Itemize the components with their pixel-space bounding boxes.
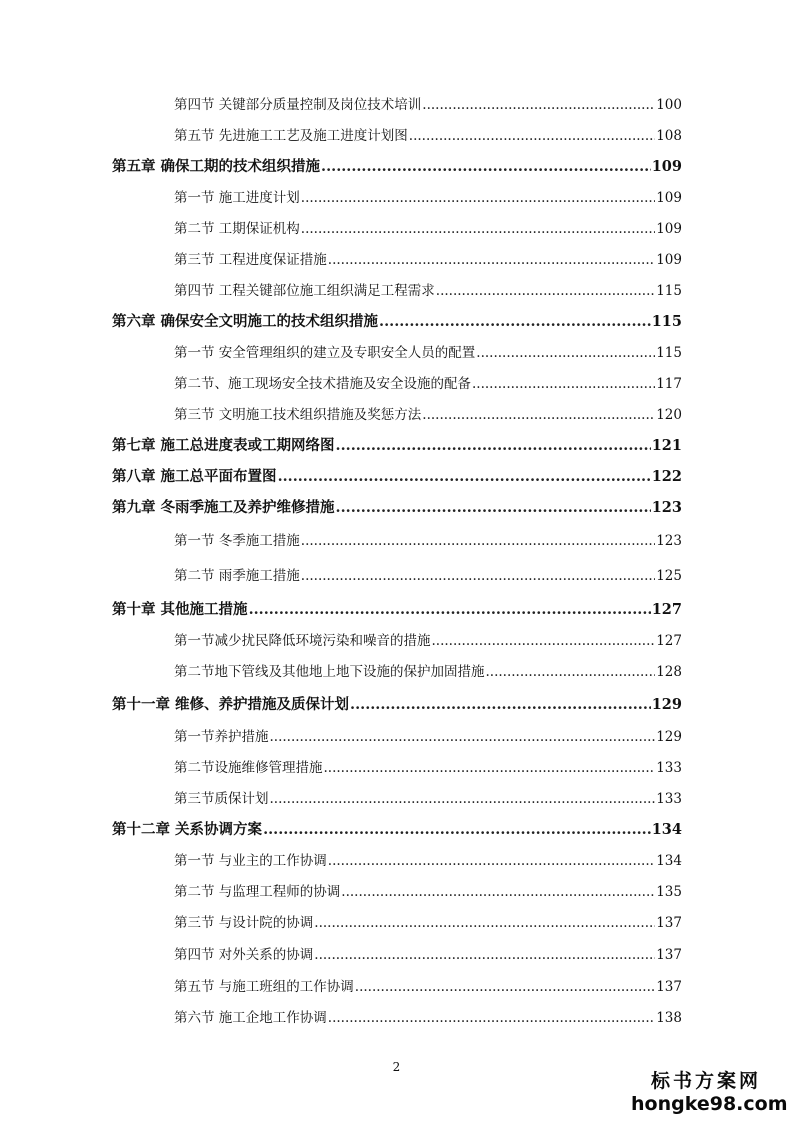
- toc-chapter-title: 第十一章 维修、养护措施及质保计划: [112, 696, 350, 713]
- toc-chapter: [112, 695, 682, 715]
- dot-leader: [476, 343, 655, 363]
- dot-leader: [278, 467, 651, 487]
- toc-entry-page: 134: [656, 853, 682, 869]
- toc-chapter-page: 123: [651, 499, 682, 516]
- toc-entry-page: 133: [656, 791, 682, 807]
- dot-leader: [249, 600, 651, 620]
- toc-entry-title: 第三节质保计划: [174, 791, 269, 807]
- toc-chapter-page: 134: [651, 821, 682, 838]
- toc-entry-title: 第一节 冬季施工措施: [174, 533, 300, 549]
- toc-chapter: [112, 498, 682, 518]
- toc-entry: [174, 374, 682, 394]
- toc-entry-title: 第四节 对外关系的协调: [174, 947, 314, 963]
- toc-entry: [174, 1008, 682, 1028]
- dot-leader: [436, 281, 655, 301]
- toc-entry: [174, 789, 682, 809]
- dot-leader: [355, 977, 655, 997]
- toc-entry-page: 137: [656, 947, 682, 963]
- dot-leader: [328, 250, 655, 270]
- toc-entry-page: 127: [656, 633, 682, 649]
- toc-entry-title: 第三节 与设计院的协调: [174, 915, 314, 931]
- dot-leader: [301, 566, 655, 586]
- watermark-logo: [631, 1066, 788, 1115]
- toc-entry-page: 133: [656, 760, 682, 776]
- dot-leader: [321, 157, 651, 177]
- toc-chapter: [112, 467, 682, 487]
- toc-entry-title: 第二节 雨季施工措施: [174, 568, 300, 584]
- toc-entry-page: 129: [656, 729, 682, 745]
- toc-entry-title: 第五节 先进施工工艺及施工进度计划图: [174, 128, 408, 144]
- toc-chapter-page: 122: [651, 468, 682, 485]
- toc-chapter: [112, 312, 682, 332]
- toc-entry-title: 第一节减少扰民降低环境污染和噪音的措施: [174, 633, 431, 649]
- toc-entry-title: 第二节、施工现场安全技术措施及安全设施的配备: [174, 376, 471, 392]
- toc-entry: [174, 250, 682, 270]
- toc-chapter-page: 129: [651, 696, 682, 713]
- toc-chapter: [112, 600, 682, 620]
- toc-entry-page: 138: [656, 1010, 682, 1026]
- toc-entry-title: 第一节 与业主的工作协调: [174, 853, 327, 869]
- toc-entry-page: 125: [656, 568, 682, 584]
- toc-entry: [174, 566, 682, 586]
- toc-entry-page: 115: [656, 345, 682, 361]
- toc-chapter: [112, 157, 682, 177]
- dot-leader: [270, 789, 656, 809]
- toc-entry-title: 第四节 关键部分质量控制及岗位技术培训: [174, 97, 422, 113]
- toc-entry-page: 109: [656, 190, 682, 206]
- toc-entry-title: 第二节设施维修管理措施: [174, 760, 323, 776]
- toc-entry-title: 第一节 安全管理组织的建立及专职安全人员的配置: [174, 345, 476, 361]
- toc-chapter-title: 第九章 冬雨季施工及养护维修措施: [112, 499, 335, 516]
- watermark-title: 标书方案网: [650, 1070, 761, 1092]
- toc-entry-title: 第一节 施工进度计划: [174, 190, 300, 206]
- dot-leader: [336, 436, 651, 456]
- toc-entry-page: 123: [656, 533, 682, 549]
- toc-chapter-page: 127: [651, 601, 682, 618]
- toc-chapter-title: 第七章 施工总进度表或工期网络图: [112, 437, 335, 454]
- dot-leader: [301, 219, 655, 239]
- watermark-url: hongke98.com: [631, 1093, 788, 1115]
- dot-leader: [422, 95, 655, 115]
- toc-entry-title: 第六节 施工企地工作协调: [174, 1010, 327, 1026]
- dot-leader: [301, 531, 655, 551]
- toc-chapter-page: 121: [651, 437, 682, 454]
- toc-entry-page: 109: [656, 221, 682, 237]
- toc-chapter-title: 第六章 确保安全文明施工的技术组织措施: [112, 313, 379, 330]
- dot-leader: [301, 188, 655, 208]
- toc-entry-title: 第二节地下管线及其他地上地下设施的保护加固措施: [174, 664, 485, 680]
- toc-entry: [174, 95, 682, 115]
- toc-entry-page: 137: [656, 979, 682, 995]
- toc-entry-title: 第三节 文明施工技术组织措施及奖惩方法: [174, 407, 422, 423]
- toc-entry: [174, 945, 682, 965]
- toc-entry: [174, 531, 682, 551]
- dot-leader: [409, 126, 655, 146]
- toc-entry: [174, 219, 682, 239]
- toc-entry-title: 第四节 工程关键部位施工组织满足工程需求: [174, 283, 435, 299]
- toc-chapter-page: 109: [651, 158, 682, 175]
- dot-leader: [263, 820, 651, 840]
- toc-chapter: [112, 820, 682, 840]
- toc-chapter-title: 第十章 其他施工措施: [112, 601, 248, 618]
- dot-leader: [486, 662, 656, 682]
- toc-entry: [174, 662, 682, 682]
- page-number: 2: [392, 1060, 401, 1074]
- toc-entry-title: 第三节 工程进度保证措施: [174, 252, 327, 268]
- dot-leader: [314, 945, 655, 965]
- dot-leader: [270, 727, 656, 747]
- toc-entry: [174, 405, 682, 425]
- toc-entry: [174, 281, 682, 301]
- dot-leader: [422, 405, 655, 425]
- dot-leader: [324, 758, 656, 778]
- dot-leader: [432, 631, 656, 651]
- toc-chapter: [112, 436, 682, 456]
- toc-entry: [174, 851, 682, 871]
- toc-chapter-title: 第十二章 关系协调方案: [112, 821, 263, 838]
- dot-leader: [328, 851, 655, 871]
- toc-entry-page: 109: [656, 252, 682, 268]
- toc-entry-page: 100: [656, 97, 682, 113]
- dot-leader: [328, 1008, 655, 1028]
- toc-entry-page: 117: [656, 376, 682, 392]
- toc-entry: [174, 758, 682, 778]
- toc-entry-title: 第一节养护措施: [174, 729, 269, 745]
- toc-entry-page: 120: [656, 407, 682, 423]
- toc-entry: [174, 188, 682, 208]
- toc-entry-page: 135: [656, 884, 682, 900]
- toc-entry-title: 第二节 与监理工程师的协调: [174, 884, 341, 900]
- toc-entry-page: 115: [656, 283, 682, 299]
- toc-entry-title: 第五节 与施工班组的工作协调: [174, 979, 354, 995]
- toc-entry-page: 128: [656, 664, 682, 680]
- toc-entry-page: 137: [656, 915, 682, 931]
- toc-entry: [174, 343, 682, 363]
- toc-entry: [174, 913, 682, 933]
- toc-entry: [174, 882, 682, 902]
- toc-entry: [174, 727, 682, 747]
- toc-entry: [174, 631, 682, 651]
- dot-leader: [341, 882, 655, 902]
- dot-leader: [350, 695, 651, 715]
- toc-entry-page: 108: [656, 128, 682, 144]
- dot-leader: [379, 312, 651, 332]
- toc-chapter-title: 第八章 施工总平面布置图: [112, 468, 277, 485]
- dot-leader: [472, 374, 655, 394]
- dot-leader: [336, 498, 651, 518]
- toc-chapter-title: 第五章 确保工期的技术组织措施: [112, 158, 321, 175]
- toc-chapter-page: 115: [651, 313, 682, 330]
- toc-entry: [174, 126, 682, 146]
- toc-entry-title: 第二节 工期保证机构: [174, 221, 300, 237]
- toc-entry: [174, 977, 682, 997]
- dot-leader: [314, 913, 655, 933]
